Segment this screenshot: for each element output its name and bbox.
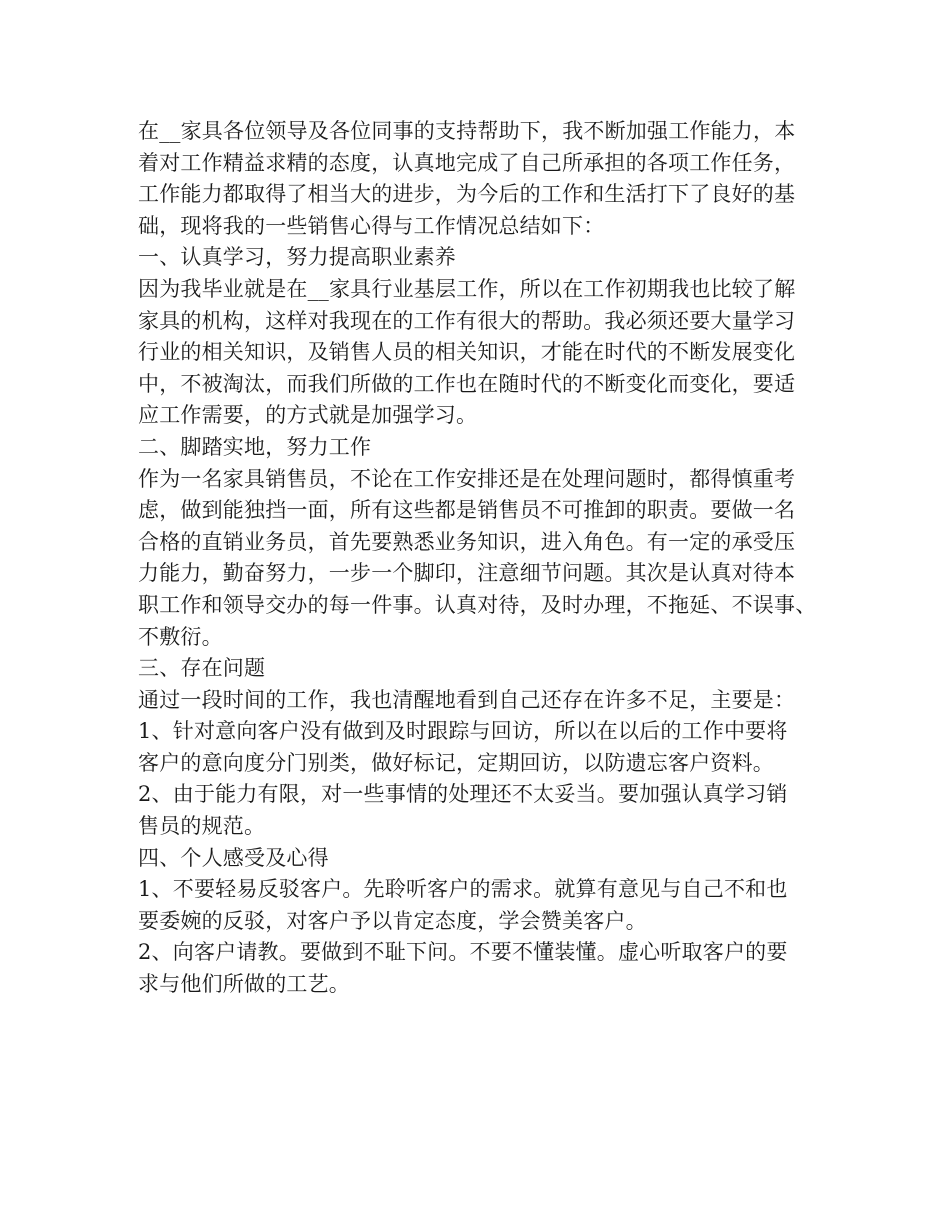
list-item: 2、由于能力有限，对一些事情的处理还不太妥当。要加强认真学习销 <box>138 782 788 807</box>
body-line: 在__家具各位领导及各位同事的支持帮助下，我不断加强工作能力，本 <box>138 119 796 143</box>
body-line: 售员的规范。 <box>138 814 266 839</box>
body-line: 虑，做到能独挡一面，所有这些都是销售员不可推卸的职责。要做一名 <box>138 498 796 523</box>
body-line: 应工作需要，的方式就是加强学习。 <box>138 403 478 428</box>
section-heading-1: 一、认真学习，努力提高职业素养 <box>138 245 456 270</box>
body-line: 着对工作精益求精的态度，认真地完成了自己所承担的各项工作任务， <box>138 150 796 175</box>
body-line: 力能力，勤奋努力，一步一个脚印，注意细节问题。其次是认真对待本 <box>138 561 796 586</box>
body-line: 作为一名家具销售员，不论在工作安排还是在处理问题时，都得慎重考 <box>138 466 796 491</box>
body-line: 职工作和领导交办的每一件事。认真对待，及时办理，不拖延、不误事、 <box>138 592 817 617</box>
section-heading-3: 三、存在问题 <box>138 656 266 681</box>
body-line: 通过一段时间的工作，我也清醒地看到自己还存在许多不足，主要是： <box>138 687 796 712</box>
section-heading-2: 二、脚踏实地，努力工作 <box>138 434 372 459</box>
list-item: 2、向客户请教。要做到不耻下问。不要不懂装懂。虚心听取客户的要 <box>138 940 788 965</box>
body-line: 要委婉的反驳，对客户予以肯定态度，学会赞美客户。 <box>138 908 647 933</box>
body-line: 础，现将我的一些销售心得与工作情况总结如下： <box>138 213 605 238</box>
body-line: 中，不被淘汰，而我们所做的工作也在随时代的不断变化而变化，要适 <box>138 371 796 396</box>
body-line: 行业的相关知识，及销售人员的相关知识，才能在时代的不断发展变化 <box>138 340 796 365</box>
section-heading-4: 四、个人感受及心得 <box>138 845 329 870</box>
body-line: 不敷衍。 <box>138 624 223 649</box>
document-body <box>138 116 828 1001</box>
list-item: 1、针对意向客户没有做到及时跟踪与回访，所以在以后的工作中要将 <box>138 719 788 744</box>
body-line: 家具的机构，这样对我现在的工作有很大的帮助。我必须还要大量学习 <box>138 308 796 333</box>
list-item: 1、不要轻易反驳客户。先聆听客户的需求。就算有意见与自己不和也 <box>138 877 788 902</box>
body-line: 工作能力都取得了相当大的进步，为今后的工作和生活打下了良好的基 <box>138 182 796 207</box>
body-line: 客户的意向度分门别类，做好标记，定期回访，以防遗忘客户资料。 <box>138 750 774 775</box>
body-line: 求与他们所做的工艺。 <box>138 972 350 997</box>
body-line: 合格的直销业务员，首先要熟悉业务知识，进入角色。有一定的承受压 <box>138 529 796 554</box>
body-line: 因为我毕业就是在__家具行业基层工作，所以在工作初期我也比较了解 <box>138 276 796 301</box>
